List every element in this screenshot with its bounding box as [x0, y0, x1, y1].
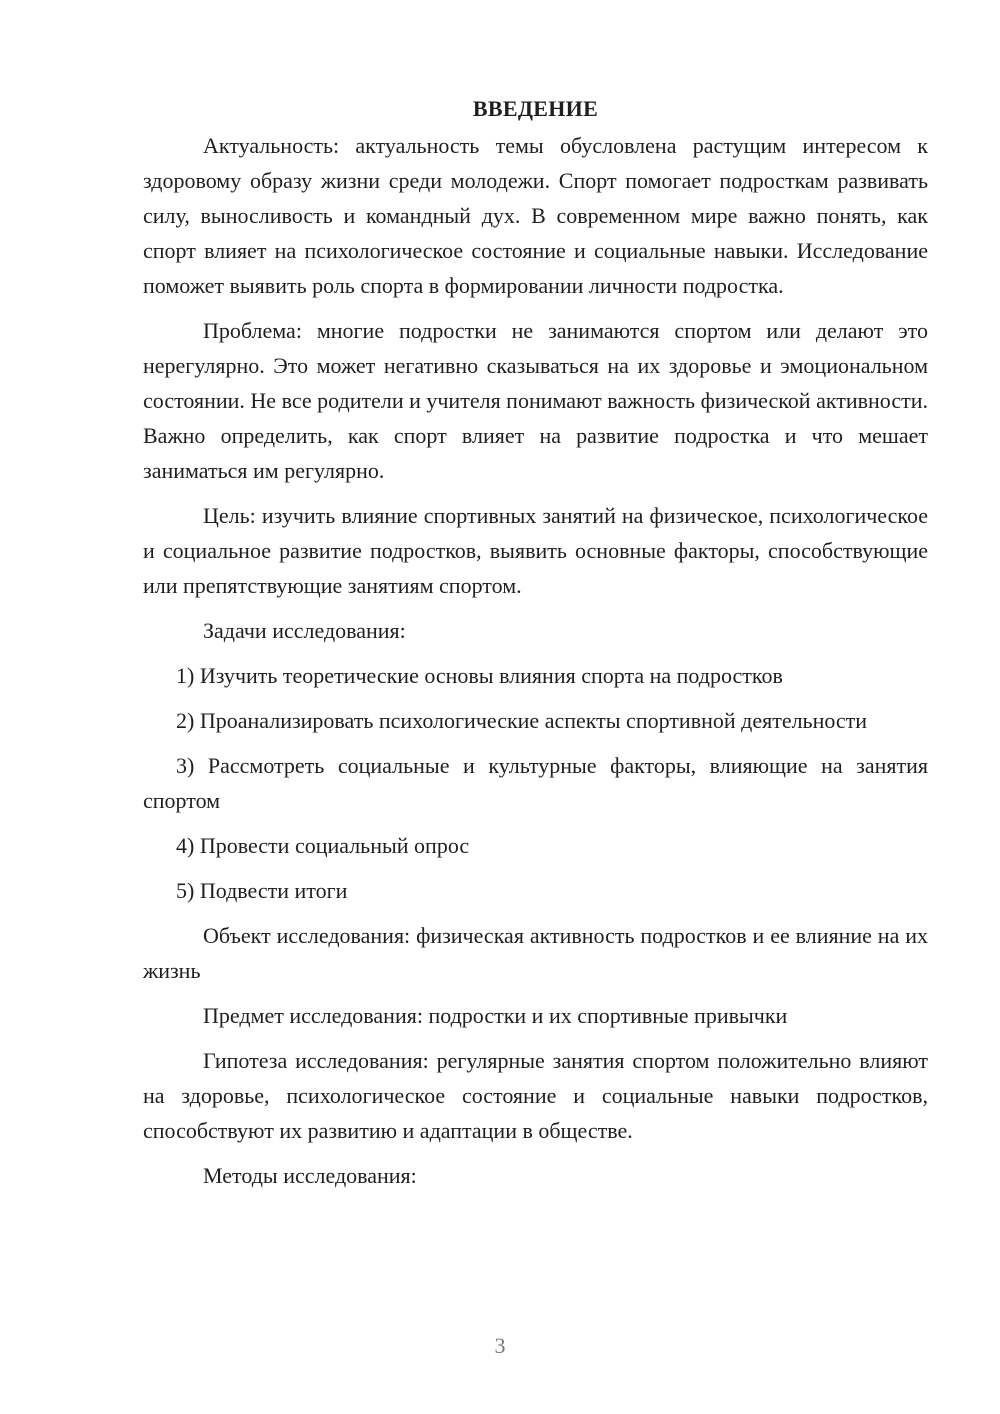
section-heading: ВВЕДЕНИЕ: [472, 96, 599, 121]
task-item: 2) Проанализировать психологические аспекты спортивной деятельности: [176, 708, 868, 733]
paragraph-relevance: Актуальность: актуальность темы обусловлена растущим интересом к здоровому образу жизни среди молодежи. Спорт помогает подросткам развивать силу, выносливость и командный дух. В современном мире важно понять, как спорт влияет на психологическое состояние и социальные навыки. Исследование поможет выявить роль спорта в формировании личности подростка.: [143, 133, 928, 298]
task-item: 5) Подвести итоги: [176, 878, 348, 903]
paragraph-object: Объект исследования: физическая активность подростков и ее влияние на их жизнь: [143, 923, 928, 983]
task-item: 4) Провести социальный опрос: [176, 833, 470, 858]
paragraph-subject: Предмет исследования: подростки и их спортивные привычки: [203, 1003, 788, 1028]
paragraph-methods: Методы исследования:: [203, 1163, 417, 1188]
task-item: 3) Рассмотреть социальные и культурные факторы, влияющие на занятия спортом: [143, 753, 928, 813]
paragraph-goal: Цель: изучить влияние спортивных занятий на физическое, психологическое и социальное развитие подростков, выявить основные факторы, способствующие или препятствующие занятиям спортом.: [143, 503, 928, 598]
paragraph-problem: Проблема: многие подростки не занимаются спортом или делают это нерегулярно. Это может негативно сказываться на их здоровье и эмоциональном состоянии. Не все родители и учителя понимают важность физической активности. Важно определить, как спорт влияет на развитие подростка и что мешает заниматься им регулярно.: [143, 318, 928, 483]
paragraph-tasks-title: Задачи исследования:: [203, 618, 406, 643]
page-number: 3: [494, 1333, 506, 1358]
paragraph-hypothesis: Гипотеза исследования: регулярные занятия спортом положительно влияют на здоровье, психологическое состояние и социальные навыки подростков, способствуют их развитию и адаптации в обществе.: [143, 1048, 928, 1143]
task-item: 1) Изучить теоретические основы влияния спорта на подростков: [176, 663, 783, 688]
page-content: [143, 91, 928, 1203]
